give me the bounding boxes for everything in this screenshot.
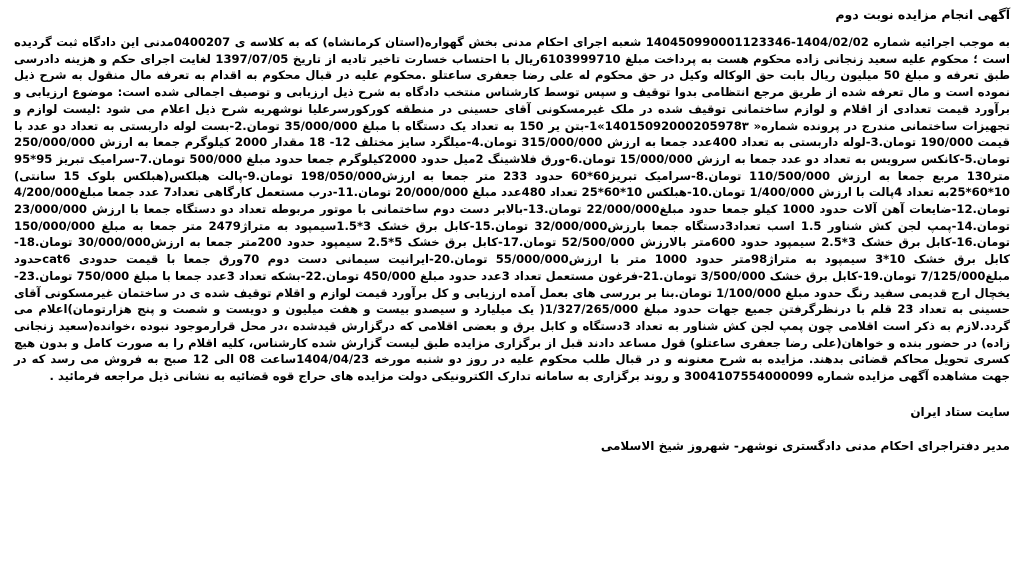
notice-body: به موجب اجرائیه شماره 1404/02/02-140450990001123346 شعبه اجرای احکام مدنی بخش گهواره(استان کرمانشاه) که به کلاسه ی 0400207مدنی این دادگاه ثبت گردیده است ؛ محکوم علیه سعید زنجانی زاده محکوم هست به پرداخت مبلغ 6103999710ریال با احتساب خسارت تاخیر تادیه از تاریخ 1397/07/05 لغایت اجرای حکم و هزینه دادرسی طبق تعرفه و مبلغ 50 میلیون ریال بابت حق الوکاله وکیل در حق محکوم له علی رضا جعفری ساعتلو .محکوم علیه در قبال محکوم به اقدام به تعرفه مال منقول به شرح ذیل نموده است و مال تعرفه شده از طریق مرجع انتظامی بدوا توقیف و سپس توسط کارشناس منتخب دادگاه به شرح ذیل ارزیابی و توصیف اجمالی شده است: موضوع ارزیابی و برآورد قیمت تعدادی از اقلام و لوازم ساختمانی توقیف شده در ملک غیرمسکونی آقای حسینی در منطقه کورکورسرعلیا نوشهریه شرح ذیل اعلام می شود :لیست لوازم و تجهیزات ساختمانی مندرج در پرونده شماره« 14015092000205978۳»1-بتن یر 150 به تعداد یک دستگاه با مبلغ 35/000/000 تومان.2-بست لوله داربستی به تعداد دو عدد با قیمت 190/000 تومان.3-لوله داربستی به تعداد 400عدد جمعا به ارزش 315/000/000 تومان.4-میلگرد سایز مختلف 12- 18 مقدار 2000 کیلوگرم جمعا به ارزش 250/000/000 تومان.5-کانکس سرویس به تعداد دو عدد جمعا به ارزش 15/000/000 تومان.6-ورق فلاشینگ 2میل حدود 2000کیلوگرم جمعا حدود مبلغ 500/000 تومان.7-سرامیک تبریز 95*95 متر130 مربع جمعا به ارزش 110/500/000 تومان.8-سرامیک تبریز60*60 حدود 233 متر جمعا به ارزش198/050/000 تومان.9-پالت هبلکس(هبلکس بلوک 15 سانتی) 10*60*25به تعداد 4پالت با ارزش 1/400/000 تومان.10-هبلکس 10*60*25 تعداد 480عدد مبلغ 20/000/000 تومان.11-درب مستعمل کارگاهی تعداد7 عدد جمعا مبلغ4/200/000 تومان.12-ضایعات آهن آلات حدود 1000 کیلو جمعا حدود مبلغ22/000/000 تومان.13-بالابر دست دوم ساختمانی با موتور مربوطه تعداد دو دستگاه جمعا با ارزش 23/000/000 تومان.14-پمپ لجن کش شناور 1.5 اسب تعداد3دستگاه جمعا بارزش32/000/000 تومان.15-کابل برق خشک 3*1.5سیمپود به متراژ2479 متر جمعا به مبلغ 150/000/000 تومان.16-کابل برق خشک 3*2.5 سیمپود حدود 600متر بالارزش 52/500/000 تومان.17-کابل برق خشک 5*2.5 سیمپود حدود 200متر جمعا به ارزش30/000/000 تومان.18-کابل برق خشک 10*3 سیمپود به متراژ98متر حدود 1000 متر با ارزش55/000/000 تومان.20-ایرانیت سیمانی دست دوم 70ورق جمعا با قیمت حدودی cat6حدود مبلغ7/125/000 تومان.19-کابل برق خشک 3/500/000 تومان.21-فرغون مستعمل تعداد 3عدد حدود مبلغ 450/000 تومان.22-بشکه تعداد 3عدد جمعا با مبلغ 750/000 تومان.23-یخچال ارج قدیمی سفید رنگ حدود مبلغ 1/100/000 تومان.بنا بر بررسی های بعمل آمده ارزیابی و کل برآورد قیمت لوازم و اقلام توقیف شده ی در ساختمان غیرمسکونی آقای حسینی به تعداد 23 قلم با درنظرگرفتن جمیع جهات حدود مبلغ 1/327/265/000( یک میلیارد و سیصدو بیست و هفت میلیون و دویست و شصت و پنج هزارتومان)اعلام می گردد.لازم به ذکر است اقلامی چون پمپ لجن کش شناور به تعداد 3دستگاه و کابل برق و بعضی اقلامی که درگزارش قیدشده ،در محل قرارموجود نبوده ،خوانده(سعید زنجانی زاده) در حضور بنده و خواهان(علی رضا جعفری ساعتلو) قول مساعد دادند قبل از برگزاری مزایده طبق لیست گزارش شده کارشناس، کلیه اقلام را به صورت کامل و بدون هیچ کسری تحویل محاکم قضائی بدهند. مزایده به شرح معنونه و در قبال طلب محکوم علیه در روز دو شنبه مورخه 1404/04/23ساعت 08 الی 12 صبح به فروش می رسد که در جهت مشاهده آگهی مزایده شماره 3004107554000099 و روند برگزاری به سامانه تدارک الکترونیکی دولت مزایده های حراج قوه قضائیه به نشانی ذیل مراجعه فرمائید . bbox=[14, 35, 1011, 384]
notice-title: آگهی انجام مزایده نوبت دوم bbox=[835, 7, 1010, 22]
notice-signature: مدیر دفتراجرای احکام مدنی دادگستری نوشهر- شهروز شیخ الاسلامی bbox=[600, 438, 1010, 453]
notice-site: سایت ستاد ایران bbox=[910, 404, 1010, 419]
